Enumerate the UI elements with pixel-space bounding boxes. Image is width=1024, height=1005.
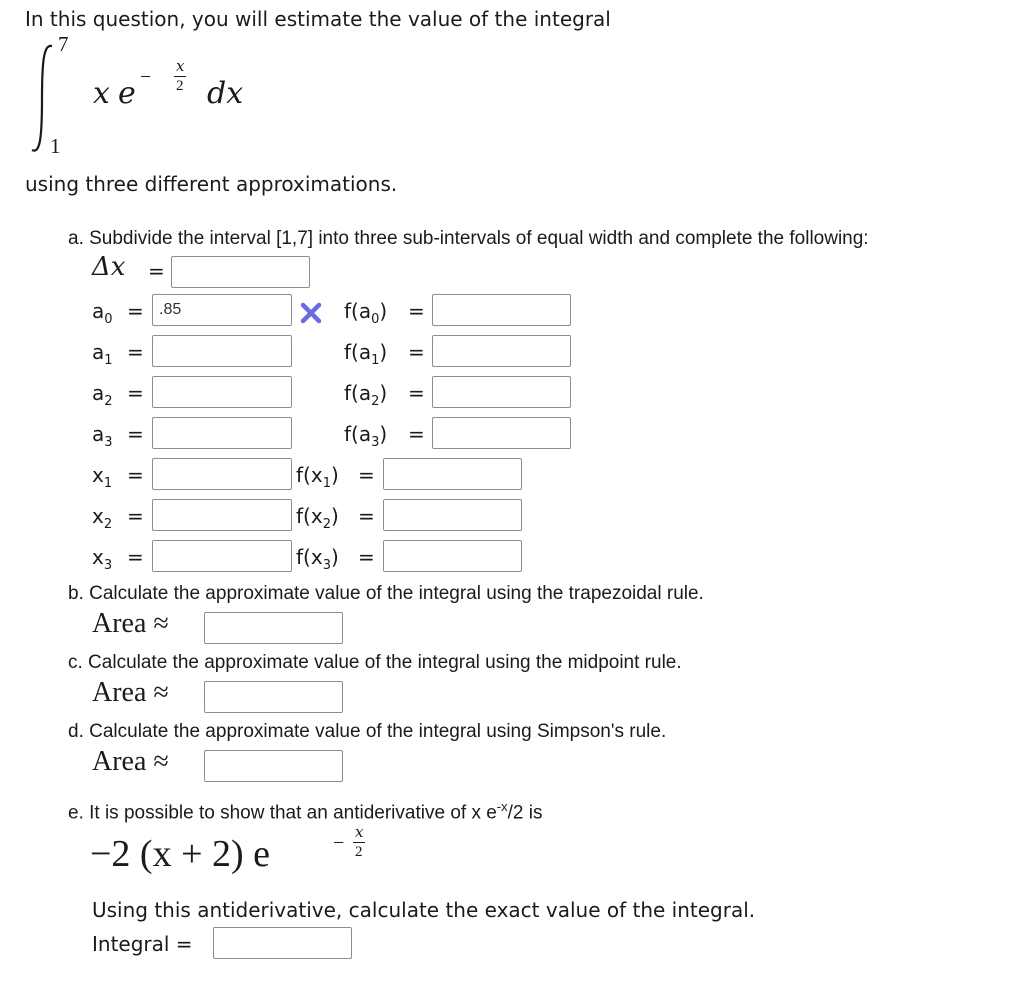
f-x1-label: $f(x_1)$ — [296, 463, 339, 491]
delta-x-equals: = — [148, 259, 165, 283]
part-b-prompt: b. Calculate the approximate value of the integral using the trapezoidal rule. — [68, 583, 704, 604]
antiderivative-fraction-bar — [353, 842, 365, 843]
a3-input[interactable] — [152, 417, 292, 449]
f-a0-label: $f(a_0)$ — [344, 299, 388, 327]
f-a1-equals: = — [408, 340, 425, 364]
x3-label: $x_3$ — [92, 545, 113, 573]
f-a1-input[interactable] — [432, 335, 571, 367]
x1-input[interactable] — [152, 458, 292, 490]
a1-label: $a_1$ — [92, 340, 113, 368]
simpson-area-input[interactable] — [204, 750, 343, 782]
exponent-minus: − — [140, 66, 152, 88]
a0-label: $a_0$ — [92, 299, 113, 327]
exponent-numerator: x — [176, 57, 185, 75]
x2-input[interactable] — [152, 499, 292, 531]
f-x2-equals: = — [358, 504, 375, 528]
f-x2-label: $f(x_2)$ — [296, 504, 339, 532]
integrand-dx: dx — [207, 76, 244, 111]
a1-input[interactable] — [152, 335, 292, 367]
part-d-prompt: d. Calculate the approximate value of the integral using Simpson's rule. — [68, 721, 667, 742]
part-e-prompt: e. It is possible to show that an antiderivative of x $e^{-x}/2$ is — [68, 799, 543, 824]
x2-label: $x_2$ — [92, 504, 113, 532]
exponent-denominator: 2 — [176, 78, 184, 94]
part-a-prompt: a. Subdivide the interval [1,7] into three sub-intervals of equal width and complete the following: — [68, 228, 869, 249]
f-x1-equals: = — [358, 463, 375, 487]
f-a2-input[interactable] — [432, 376, 571, 408]
delta-x-input[interactable] — [171, 256, 310, 288]
part-b-area-label: Area ≈ — [92, 608, 169, 639]
f-x3-equals: = — [358, 545, 375, 569]
a3-equals: = — [127, 422, 144, 446]
a2-label: $a_2$ — [92, 381, 113, 409]
part-e-instruction: Using this antiderivative, calculate the exact value of the integral. — [92, 898, 756, 922]
antiderivative-exp-denominator: 2 — [355, 844, 363, 860]
delta-x-label: Δx — [92, 252, 126, 282]
trapezoidal-area-input[interactable] — [204, 612, 343, 644]
a0-equals: = — [127, 299, 144, 323]
integral-label: Integral = — [92, 932, 193, 956]
a0-input[interactable] — [152, 294, 292, 326]
f-a1-label: $f(a_1)$ — [344, 340, 388, 368]
intro-line-1: In this question, you will estimate the value of the integral — [25, 7, 611, 31]
x3-input[interactable] — [152, 540, 292, 572]
f-x3-label: $f(x_3)$ — [296, 545, 339, 573]
exact-integral-input[interactable] — [213, 927, 352, 959]
f-x3-input[interactable] — [383, 540, 522, 572]
f-a3-equals: = — [408, 422, 425, 446]
f-x1-input[interactable] — [383, 458, 522, 490]
antiderivative-exp-numerator: x — [355, 823, 364, 841]
a3-label: $a_3$ — [92, 422, 113, 450]
x1-label: $x_1$ — [92, 463, 113, 491]
a2-input[interactable] — [152, 376, 292, 408]
upper-limit: 7 — [58, 32, 69, 56]
a1-equals: = — [127, 340, 144, 364]
integrand-x: x — [93, 76, 110, 111]
x1-equals: = — [127, 463, 144, 487]
integrand-e: e — [118, 76, 136, 111]
antiderivative-exp-minus: − — [333, 832, 345, 854]
lower-limit: 1 — [50, 134, 61, 158]
a2-equals: = — [127, 381, 144, 405]
incorrect-x-icon — [300, 302, 322, 324]
f-a0-input[interactable] — [432, 294, 571, 326]
exponent-fraction-bar — [174, 76, 186, 77]
x3-equals: = — [127, 545, 144, 569]
f-x2-input[interactable] — [383, 499, 522, 531]
midpoint-area-input[interactable] — [204, 681, 343, 713]
part-d-area-label: Area ≈ — [92, 746, 169, 777]
f-a3-label: $f(a_3)$ — [344, 422, 388, 450]
f-a2-label: $f(a_2)$ — [344, 381, 388, 409]
f-a3-input[interactable] — [432, 417, 571, 449]
f-a2-equals: = — [408, 381, 425, 405]
antiderivative-main: −2 (x + 2) e — [90, 833, 271, 875]
intro-line-2: using three different approximations. — [25, 172, 398, 196]
f-a0-equals: = — [408, 299, 425, 323]
x2-equals: = — [127, 504, 144, 528]
part-c-area-label: Area ≈ — [92, 677, 169, 708]
part-c-prompt: c. Calculate the approximate value of the integral using the midpoint rule. — [68, 652, 682, 673]
